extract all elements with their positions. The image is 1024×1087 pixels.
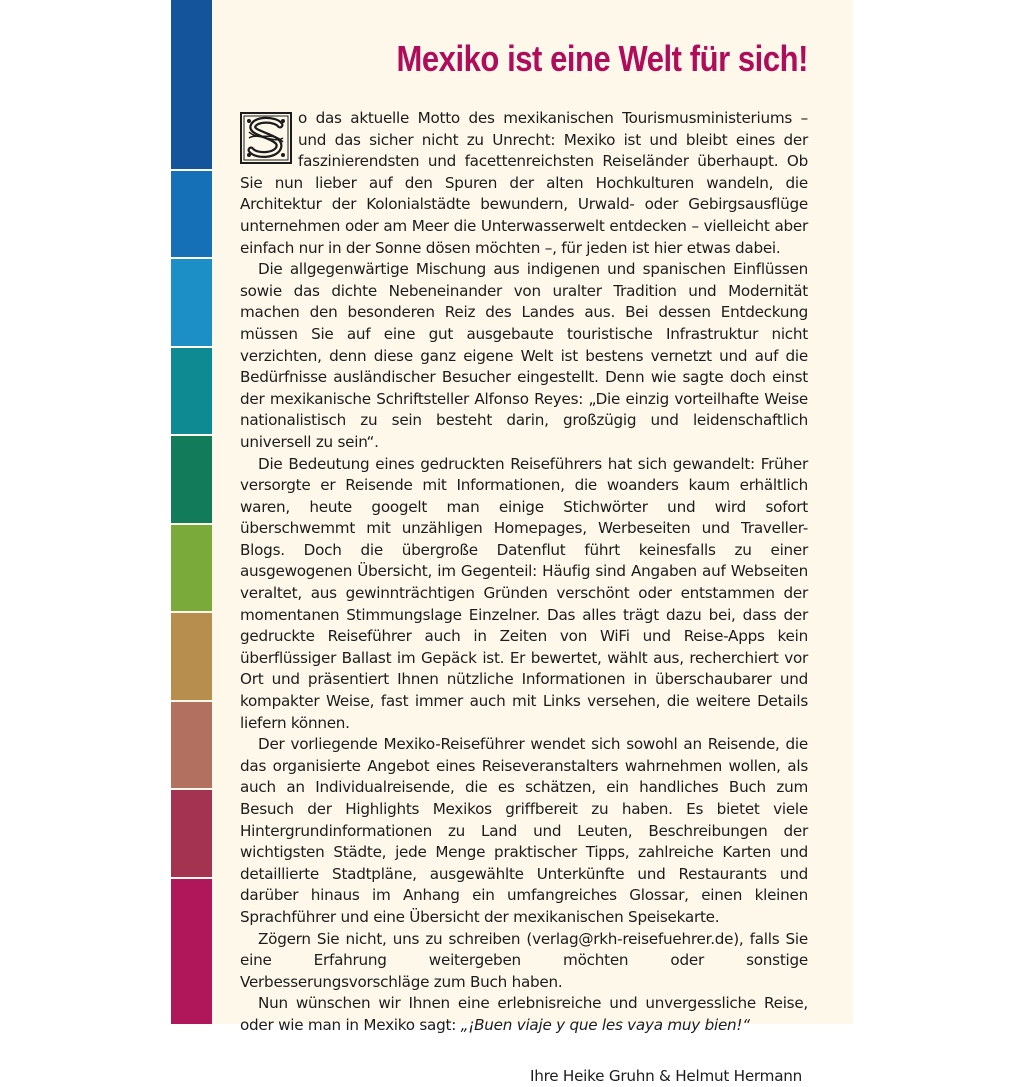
color-tab-segment [171,434,212,522]
color-tab-segment [171,788,212,876]
color-tab-segment [171,346,212,434]
signature: Ihre Heike Gruhn & Helmut Hermann [529,1066,802,1085]
color-tab-segment [171,611,212,699]
color-tab-segment [171,523,212,611]
paragraph-intro [240,108,808,259]
book-page [171,0,853,1085]
color-tab-segment [171,169,212,257]
paragraph-3: Die Bedeutung eines gedruckten Reiseführers hat sich gewandelt: Früher versorgte er Reisende mit Informationen, die woanders kaum erhältlich waren, heute googelt man einige Stichwörter und wird sofort überschwemmt mit unzähligen Homepages, Werbeseiten und Traveller-Blogs. Doch die übergroße Datenflut führt keinesfalls zu einer ausgewogenen Übersicht, im Gegenteil: Häufig sind Angaben auf Webseiten veraltet, aus gewinnträchtigen Gründen verschönt oder entstammen der momentanen Stimmungslage Einzelner. Das alles trägt dazu bei, dass der gedruckte Reiseführer auch in Zeiten von WiFi und Reise-Apps kein überflüssiger Ballast im Gepäck ist. Er bewertet, wählt aus, recherchiert vor Ort und präsentiert Ihnen nützliche Informationen in überschaubarer und kompakter Weise, fast immer auch mit Links versehen, die weitere Details liefern können. [240,454,808,732]
body-text [240,108,808,1087]
ornamental-initial-s-icon [240,112,292,164]
paragraph-6 [240,993,808,1036]
page-title: Mexiko ist eine Welt für sich! [396,38,808,79]
color-tab-segment [171,257,212,345]
paragraph-4: Der vorliegende Mexiko-Reiseführer wendet sich sowohl an Reisende, die das organisierte Angebot eines Reiseveranstalters wahrnehmen wollen, als auch an Individualreisende, die es schätzen, ein handliches Buch zum Besuch der Highlights Mexikos griffbereit zu haben. Es bietet viele Hintergrundinformationen zu Land und Leuten, Beschreibungen der wichtigsten Städte, jede Menge praktischer Tipps, zahlreiche Karten und detaillierte Stadtpläne, ausgewählte Unterkünfte und Restaurants und darüber hinaus im Anhang ein umfangreiches Glossar, einen kleinen Sprachführer und eine Übersicht der mexikanischen Speisekarte. [240,735,808,926]
paragraph-2: Die allgegenwärtige Mischung aus indigenen und spanischen Einflüssen sowie das dichte Nebeneinander von uralter Tradition und Modernität machen den besonderen Reiz des Landes aus. Bei dessen Entdeckung müssen Sie auf eine gut ausgebaute touristische Infrastruktur nicht verzichten, denn diese ganz eigene Welt ist bestens vernetzt und auf die Bedürfnisse ausländischer Besucher eingestellt. Denn wie sagte doch einst der mexikanische Schriftsteller Alfonso Reyes: „Die einzig vorteilhafte Weise nationalistisch zu sein besteht darin, großzügig und leidenschaftlich universell zu sein“. [240,260,808,451]
color-tab-segment [171,877,212,1024]
color-tab-segment [171,0,212,169]
color-tab-segment [171,700,212,788]
paragraph-1-text: o das aktuelle Motto des mexikanischen Tourismusministeriums – und das sicher nicht zu Unrecht: Mexiko ist und bleibt eines der faszinierendsten und facettenreichsten Reiseländer überhaupt. Ob Sie nun lieber auf den Spuren der alten Hochkulturen wandeln, die Architektur der Kolonialstädte bewundern, Urwald- oder Gebirgsausflüge unternehmen oder am Meer die Unterwasserwelt entdecken – vielleicht aber einfach nur in der Sonne dösen möchten –, für jeden ist hier etwas dabei. [240,109,808,257]
paragraph-6-text: Nun wünschen wir Ihnen eine erlebnisreiche und unvergessliche Reise, oder wie man in Mexiko sagt: [240,994,808,1034]
paragraph-5: Zögern Sie nicht, uns zu schreiben (verlag@rkh-reisefuehrer.de), falls Sie eine Erfahrung weitergeben möchten oder sonstige Verbesserungsvorschläge zum Buch haben. [240,929,808,991]
spanish-quote: „¡Buen viaje y que les vaya muy bien!“ [460,1015,750,1034]
color-tab-bar [171,0,212,1024]
